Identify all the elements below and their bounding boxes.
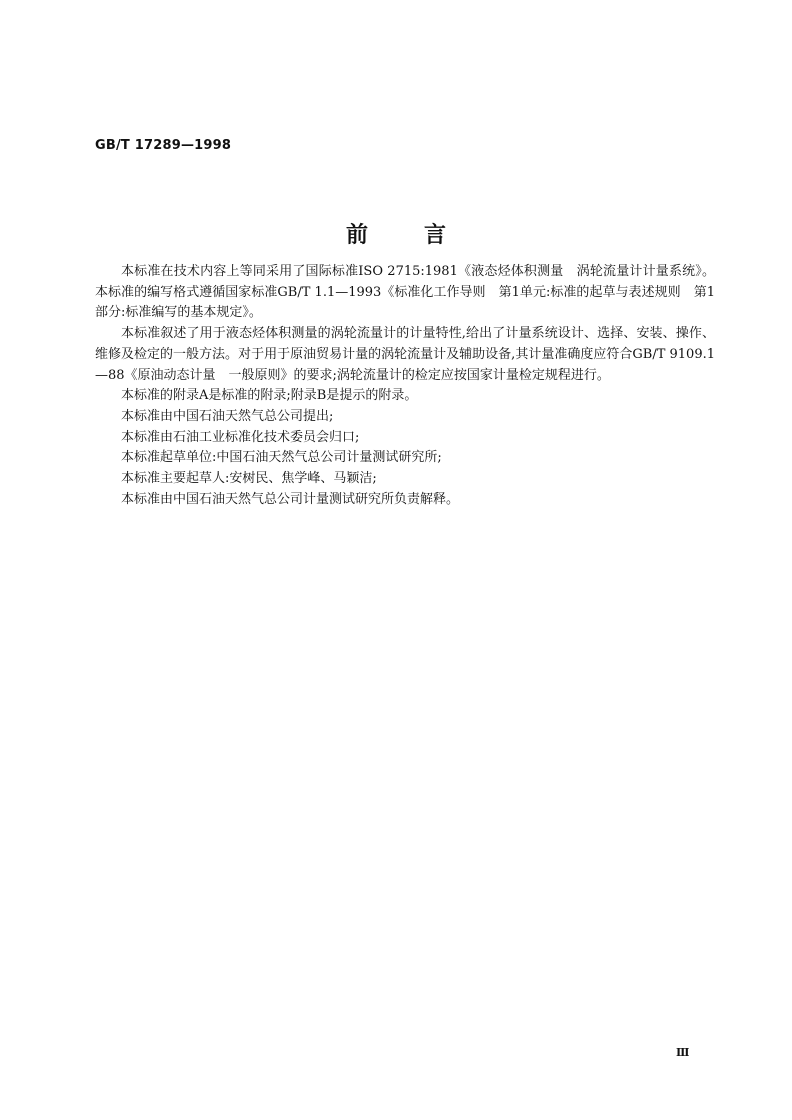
paragraph-committee: 本标准由石油工业标准化技术委员会归口;: [121, 429, 360, 445]
paragraph-drafters: 本标准主要起草人:安树民、焦学峰、马颖洁;: [121, 471, 377, 487]
foreword-body: [95, 262, 715, 510]
paragraph-drafting-unit: 本标准起草单位:中国石油天然气总公司计量测试研究所;: [121, 450, 442, 466]
paragraph-interpretation: 本标准由中国石油天然气总公司计量测试研究所负责解释。: [121, 491, 460, 507]
paragraph-scope: 本标准叙述了用于液态烃体积测量的涡轮流量计的计量特性,给出了计量系统设计、选择、安装、操作、维修及检定的一般方法。对于用于原油贸易计量的涡轮流量计及辅助设备,其计量准确度应符合GB/T 9109.1—88《原油动态计量 一般原则》的要求;涡轮流量计的检定应按国家计量检定规程进行。: [95, 326, 715, 383]
paragraph-appendix: 本标准的附录A是标准的附录;附录B是提示的附录。: [121, 388, 418, 404]
title-char-2: 言: [424, 223, 447, 248]
paragraph-adoption: 本标准在技术内容上等同采用了国际标准ISO 2715:1981《液态烃体积测量 涡轮流量计计量系统》。本标准的编写格式遵循国家标准GB/T 1.1—1993《标准化工作导则 第1单元:标准的起草与表述规则 第1部分:标准编写的基本规定》。: [95, 264, 715, 321]
standard-code: GB/T 17289—1998: [95, 138, 232, 153]
page-title: [0, 218, 792, 249]
page-number: Ⅲ: [676, 1046, 690, 1059]
paragraph-proposer: 本标准由中国石油天然气总公司提出;: [121, 408, 334, 424]
title-char-1: 前: [345, 223, 368, 248]
